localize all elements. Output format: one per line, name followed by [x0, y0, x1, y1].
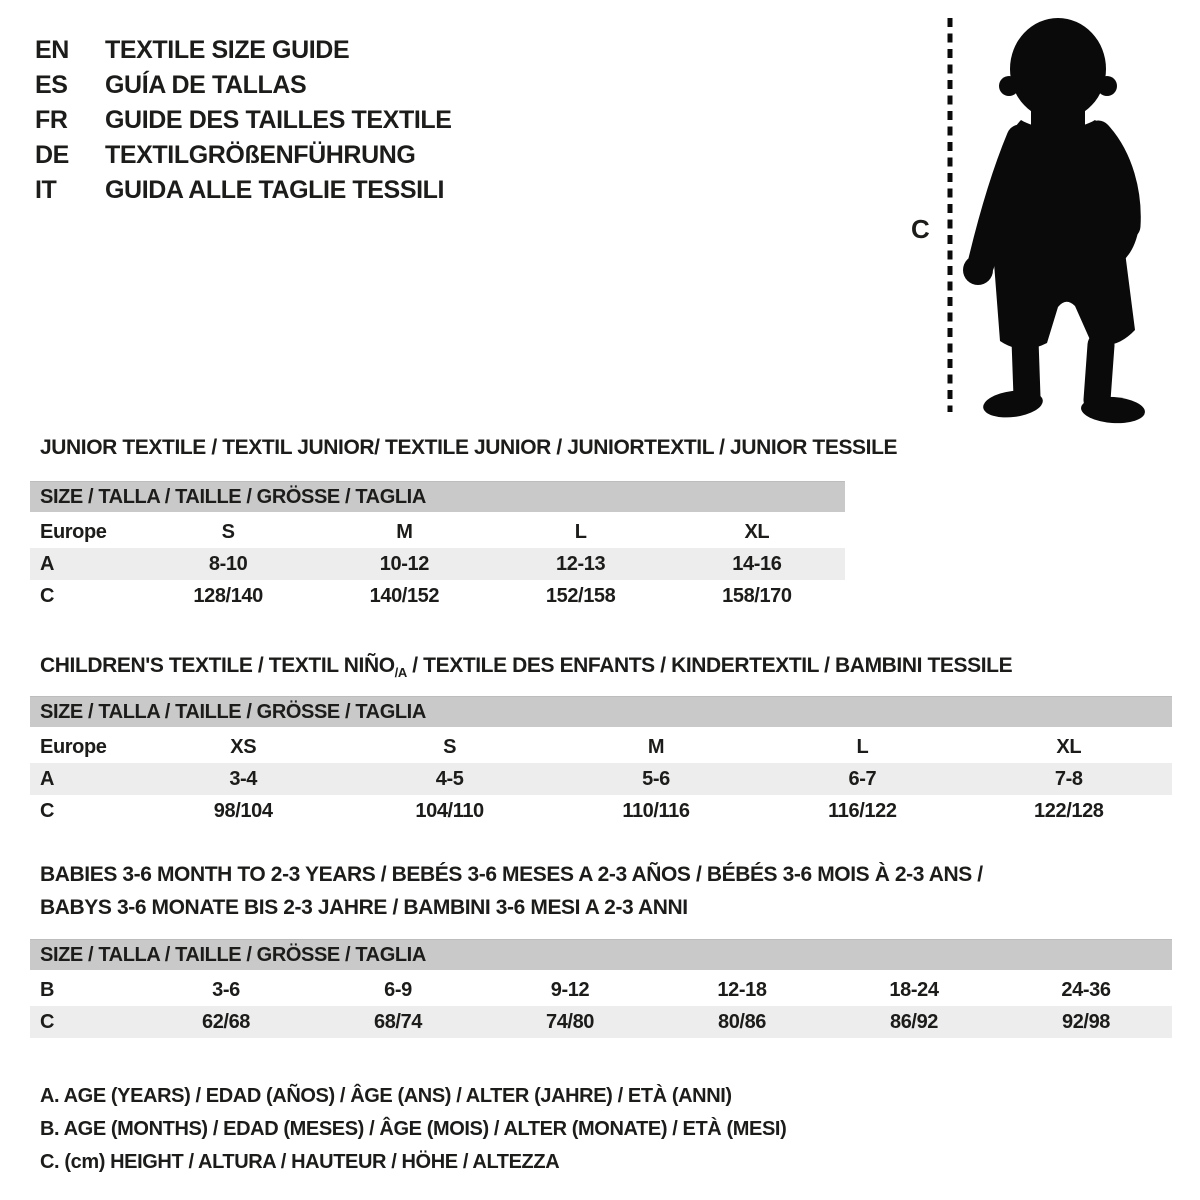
cell-value: 122/128: [1034, 800, 1104, 823]
section-title-line: [40, 431, 1200, 464]
cell-value: 3-4: [140, 763, 346, 795]
cell-value: 68/74: [312, 1006, 484, 1038]
row-label: C: [40, 800, 55, 823]
cell-value: XS: [230, 736, 257, 759]
cell-value: XL: [1056, 736, 1082, 759]
cell-value: 110/116: [622, 800, 690, 823]
section-title-line: [40, 858, 1200, 891]
cell-value: 6-7: [759, 763, 965, 795]
language-code: ES: [35, 71, 68, 99]
legend-line: C. (cm) HEIGHT / ALTURA / HAUTEUR / HÖHE / ALTEZZA: [40, 1151, 560, 1174]
size-table: [30, 939, 1172, 1038]
cell-value: 7-8: [966, 763, 1172, 795]
cell-value: L: [574, 521, 587, 543]
cell-value: 86/92: [828, 1006, 1000, 1038]
size-header-row: [30, 482, 845, 515]
row-label: B: [40, 979, 55, 1002]
cell-value: 92/98: [1000, 1006, 1172, 1038]
cell-value: M: [396, 521, 413, 543]
height-measure-label: C: [911, 214, 930, 244]
cell-value: 12-13: [493, 548, 669, 580]
cell-value: 116/122: [828, 800, 897, 823]
size-table: [30, 481, 845, 612]
section-title-text: JUNIOR TEXTILE / TEXTIL JUNIOR/ TEXTILE JUNIOR / JUNIORTEXTIL / JUNIOR TESSILE: [40, 436, 898, 459]
cell-value: XL: [744, 521, 770, 543]
size-section-junior: [30, 431, 1200, 612]
table-row: [30, 972, 1172, 1006]
cell-value: S: [443, 736, 457, 759]
cell-value: 4-5: [346, 763, 552, 795]
language-code: IT: [35, 176, 57, 204]
section-title: [30, 649, 1200, 689]
table-row: [30, 729, 1172, 763]
section-title-text: BABYS 3-6 MONATE BIS 2-3 JAHRE / BAMBINI 3-6 MESI A 2-3 ANNI: [40, 896, 688, 920]
guide-title: TEXTILGRÖßENFÜHRUNG: [105, 141, 416, 169]
legend: [40, 1080, 1200, 1179]
cell-value: 158/170: [722, 585, 792, 607]
guide-title: GUIDA ALLE TAGLIE TESSILI: [105, 176, 445, 204]
size-header-cell: SIZE / TALLA / TAILLE / GRÖSSE / TAGLIA: [30, 940, 1172, 973]
section-title-line: [40, 649, 1200, 689]
cell-value: S: [221, 521, 235, 543]
guide-title: GUIDE DES TAILLES TEXTILE: [105, 106, 452, 134]
toddler-figure: [905, 12, 1160, 432]
table-row: [30, 580, 845, 612]
section-title-text: BABIES 3-6 MONTH TO 2-3 YEARS / BEBÉS 3-6 MESES A 2-3 AÑOS / BÉBÉS 3-6 MOIS À 2-3 ANS /: [40, 863, 983, 887]
table-row: [30, 795, 1172, 827]
row-label: C: [40, 585, 55, 607]
cell-value: M: [647, 736, 665, 759]
toddler-silhouette-icon: [905, 12, 1160, 432]
cell-value: 74/80: [484, 1006, 656, 1038]
language-code: FR: [35, 106, 68, 134]
cell-value: 5-6: [553, 763, 759, 795]
guide-title: TEXTILE SIZE GUIDE: [105, 36, 350, 64]
section-title: [30, 858, 1200, 924]
table-row: [30, 1006, 1172, 1038]
cell-value: 18-24: [889, 979, 939, 1002]
cell-value: 6-9: [384, 979, 412, 1002]
cell-value: 10-12: [316, 548, 492, 580]
table-row: [30, 763, 1172, 795]
row-label: A: [30, 548, 140, 580]
cell-value: 104/110: [415, 800, 484, 823]
guide-title: GUÍA DE TALLAS: [105, 71, 307, 99]
section-title-line: [40, 891, 1200, 924]
cell-value: 62/68: [140, 1006, 312, 1038]
size-header-row: [30, 940, 1172, 973]
table-row: [30, 514, 845, 548]
row-label: C: [30, 1006, 140, 1038]
size-table: [30, 696, 1172, 827]
language-code: DE: [35, 141, 69, 169]
cell-value: 12-18: [717, 979, 767, 1002]
row-label: Europe: [40, 736, 107, 759]
section-title-text: CHILDREN'S TEXTILE / TEXTIL NIÑO: [40, 654, 395, 677]
row-label: Europe: [40, 521, 107, 543]
cell-value: 24-36: [1061, 979, 1111, 1002]
cell-value: 9-12: [550, 979, 590, 1002]
section-title-text: /A: [394, 665, 407, 681]
language-code: EN: [35, 36, 69, 64]
cell-value: 128/140: [193, 585, 263, 607]
cell-value: 80/86: [656, 1006, 828, 1038]
legend-line: B. AGE (MONTHS) / EDAD (MESES) / ÂGE (MOIS) / ALTER (MONATE) / ETÀ (MESI): [40, 1118, 787, 1141]
section-title: [30, 431, 1200, 464]
cell-value: 98/104: [213, 800, 273, 823]
cell-value: 140/152: [369, 585, 440, 607]
cell-value: 3-6: [212, 979, 240, 1002]
section-title-text: / TEXTILE DES ENFANTS / KINDERTEXTIL / BAMBINI TESSILE: [406, 654, 1013, 677]
size-header-cell: SIZE / TALLA / TAILLE / GRÖSSE / TAGLIA: [30, 482, 845, 515]
legend-line: A. AGE (YEARS) / EDAD (AÑOS) / ÂGE (ANS) / ALTER (JAHRE) / ETÀ (ANNI): [40, 1085, 732, 1108]
cell-value: 8-10: [140, 548, 316, 580]
size-section-children: [30, 649, 1200, 827]
size-header-row: [30, 697, 1172, 730]
size-header-cell: SIZE / TALLA / TAILLE / GRÖSSE / TAGLIA: [30, 697, 1172, 730]
size-section-babies: [30, 858, 1200, 1038]
cell-value: L: [856, 736, 869, 759]
cell-value: 14-16: [669, 548, 845, 580]
row-label: A: [30, 763, 140, 795]
table-row: [30, 548, 845, 580]
cell-value: 152/158: [545, 585, 616, 607]
